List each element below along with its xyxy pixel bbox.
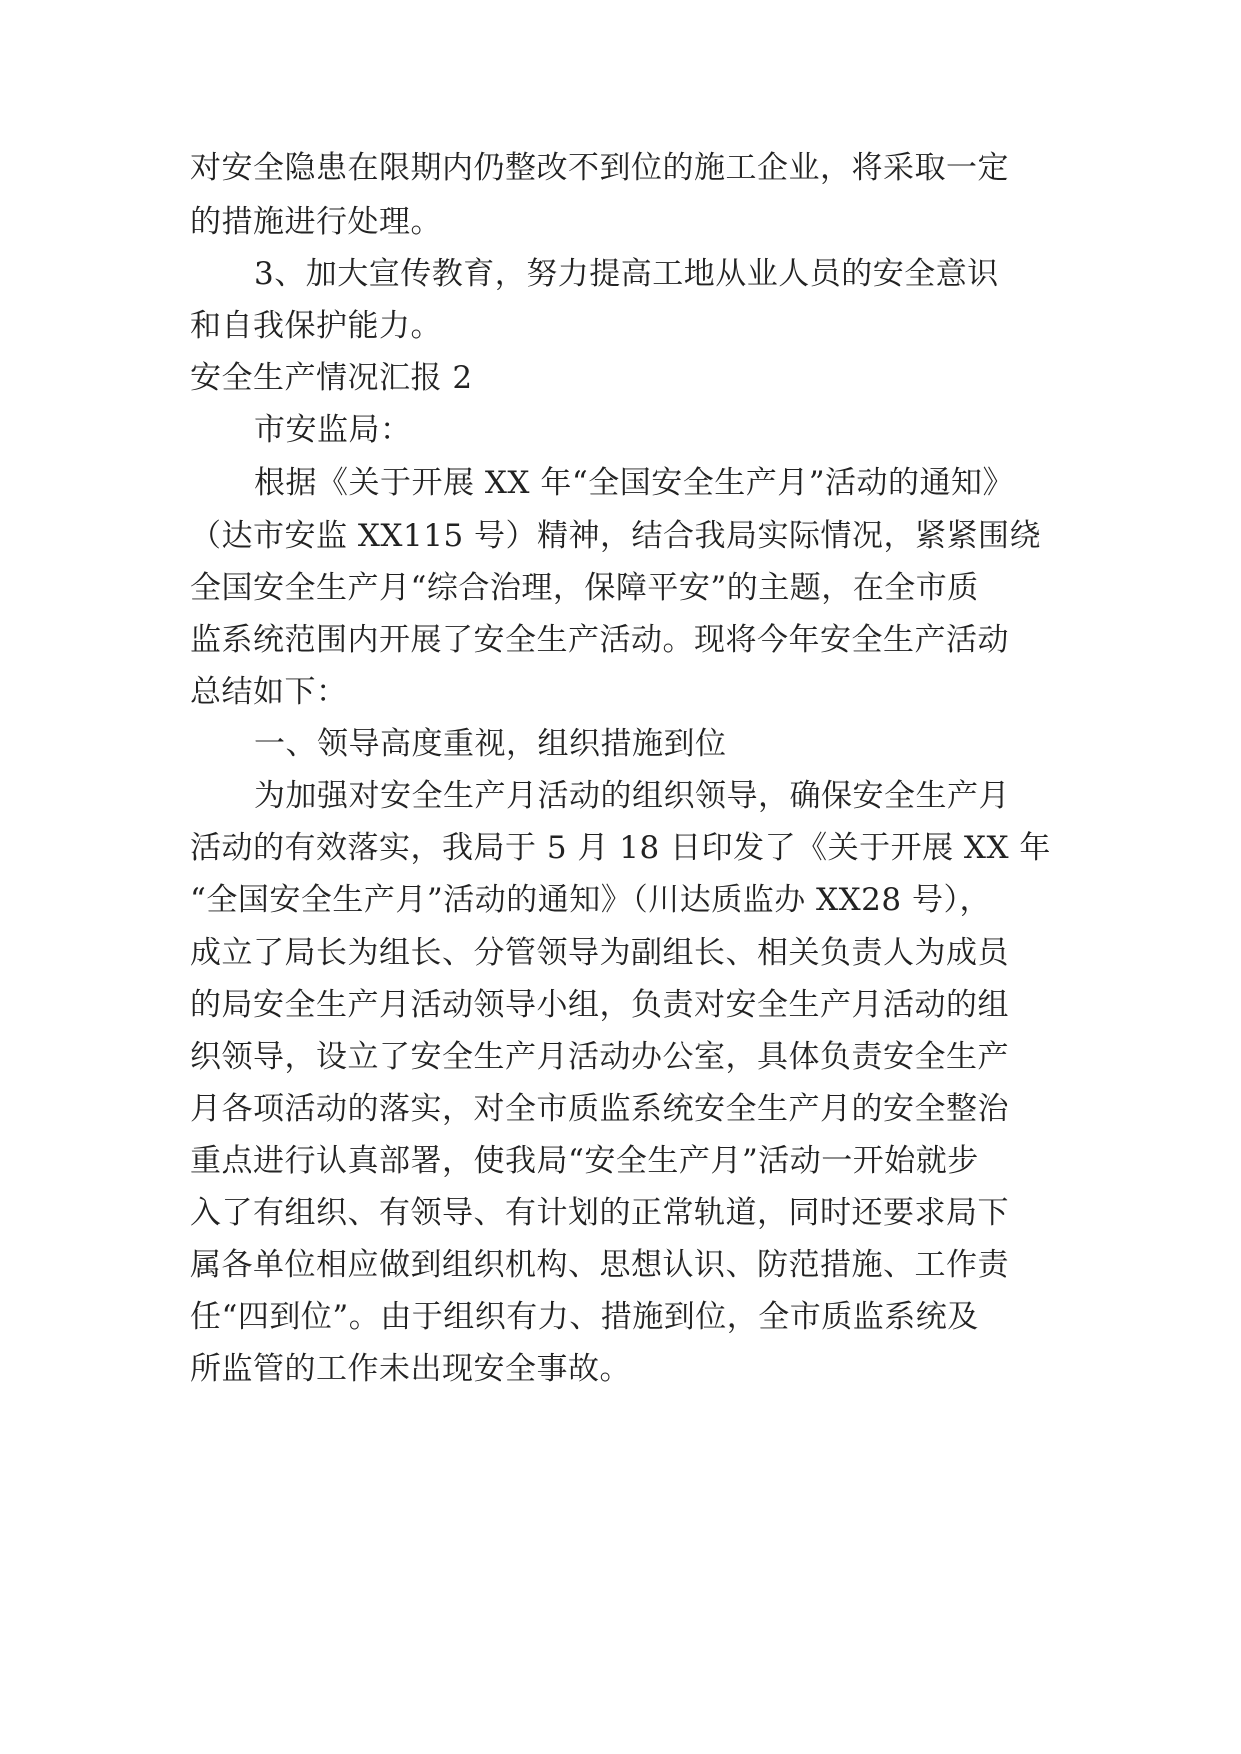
text-line: 属各单位相应做到组织机构、思想认识、防范措施、工作责	[190, 1247, 1009, 1283]
section-title: 安全生产情况汇报 2	[190, 360, 473, 396]
subsection-heading: 一、领导高度重视，组织措施到位	[254, 726, 727, 762]
text-line: 监系统范围内开展了安全生产活动。现将今年安全生产活动	[190, 622, 1009, 658]
text-line: 月各项活动的落实，对全市质监系统安全生产月的安全整治	[190, 1091, 1009, 1127]
text-line: 3、加大宣传教育，努力提高工地从业人员的安全意识	[254, 256, 999, 292]
text-line: 总结如下：	[190, 674, 348, 710]
text-line: 的措施进行处理。	[190, 204, 442, 240]
text-line: 任“四到位”。由于组织有力、措施到位，全市质监系统及	[190, 1299, 979, 1335]
text-line: 和自我保护能力。	[190, 308, 442, 344]
text-line: 的局安全生产月活动领导小组，负责对安全生产月活动的组	[190, 987, 1009, 1023]
text-line: 织领导，设立了安全生产月活动办公室，具体负责安全生产	[190, 1039, 1009, 1075]
text-line: 重点进行认真部署，使我局“安全生产月”活动一开始就步	[190, 1143, 979, 1179]
text-line: 成立了局长为组长、分管领导为副组长、相关负责人为成员	[190, 935, 1009, 971]
text-line: 入了有组织、有领导、有计划的正常轨道，同时还要求局下	[190, 1195, 1009, 1231]
text-line: （达市安监 XX115 号）精神，结合我局实际情况，紧紧围绕	[190, 518, 1042, 554]
text-line: 根据《关于开展 XX 年“全国安全生产月”活动的通知》	[254, 465, 1015, 501]
text-line: “全国安全生产月”活动的通知》（川达质监办 XX28 号），	[190, 882, 991, 918]
text-line: 全国安全生产月“综合治理，保障平安”的主题，在全市质	[190, 570, 979, 606]
text-line: 对安全隐患在限期内仍整改不到位的施工企业，将采取一定	[190, 150, 1009, 186]
text-line: 活动的有效落实，我局于 5 月 18 日印发了《关于开展 XX 年	[190, 830, 1051, 866]
text-line: 所监管的工作未出现安全事故。	[190, 1351, 631, 1387]
text-line: 为加强对安全生产月活动的组织领导，确保安全生产月	[254, 778, 1010, 814]
salutation: 市安监局：	[254, 412, 412, 448]
